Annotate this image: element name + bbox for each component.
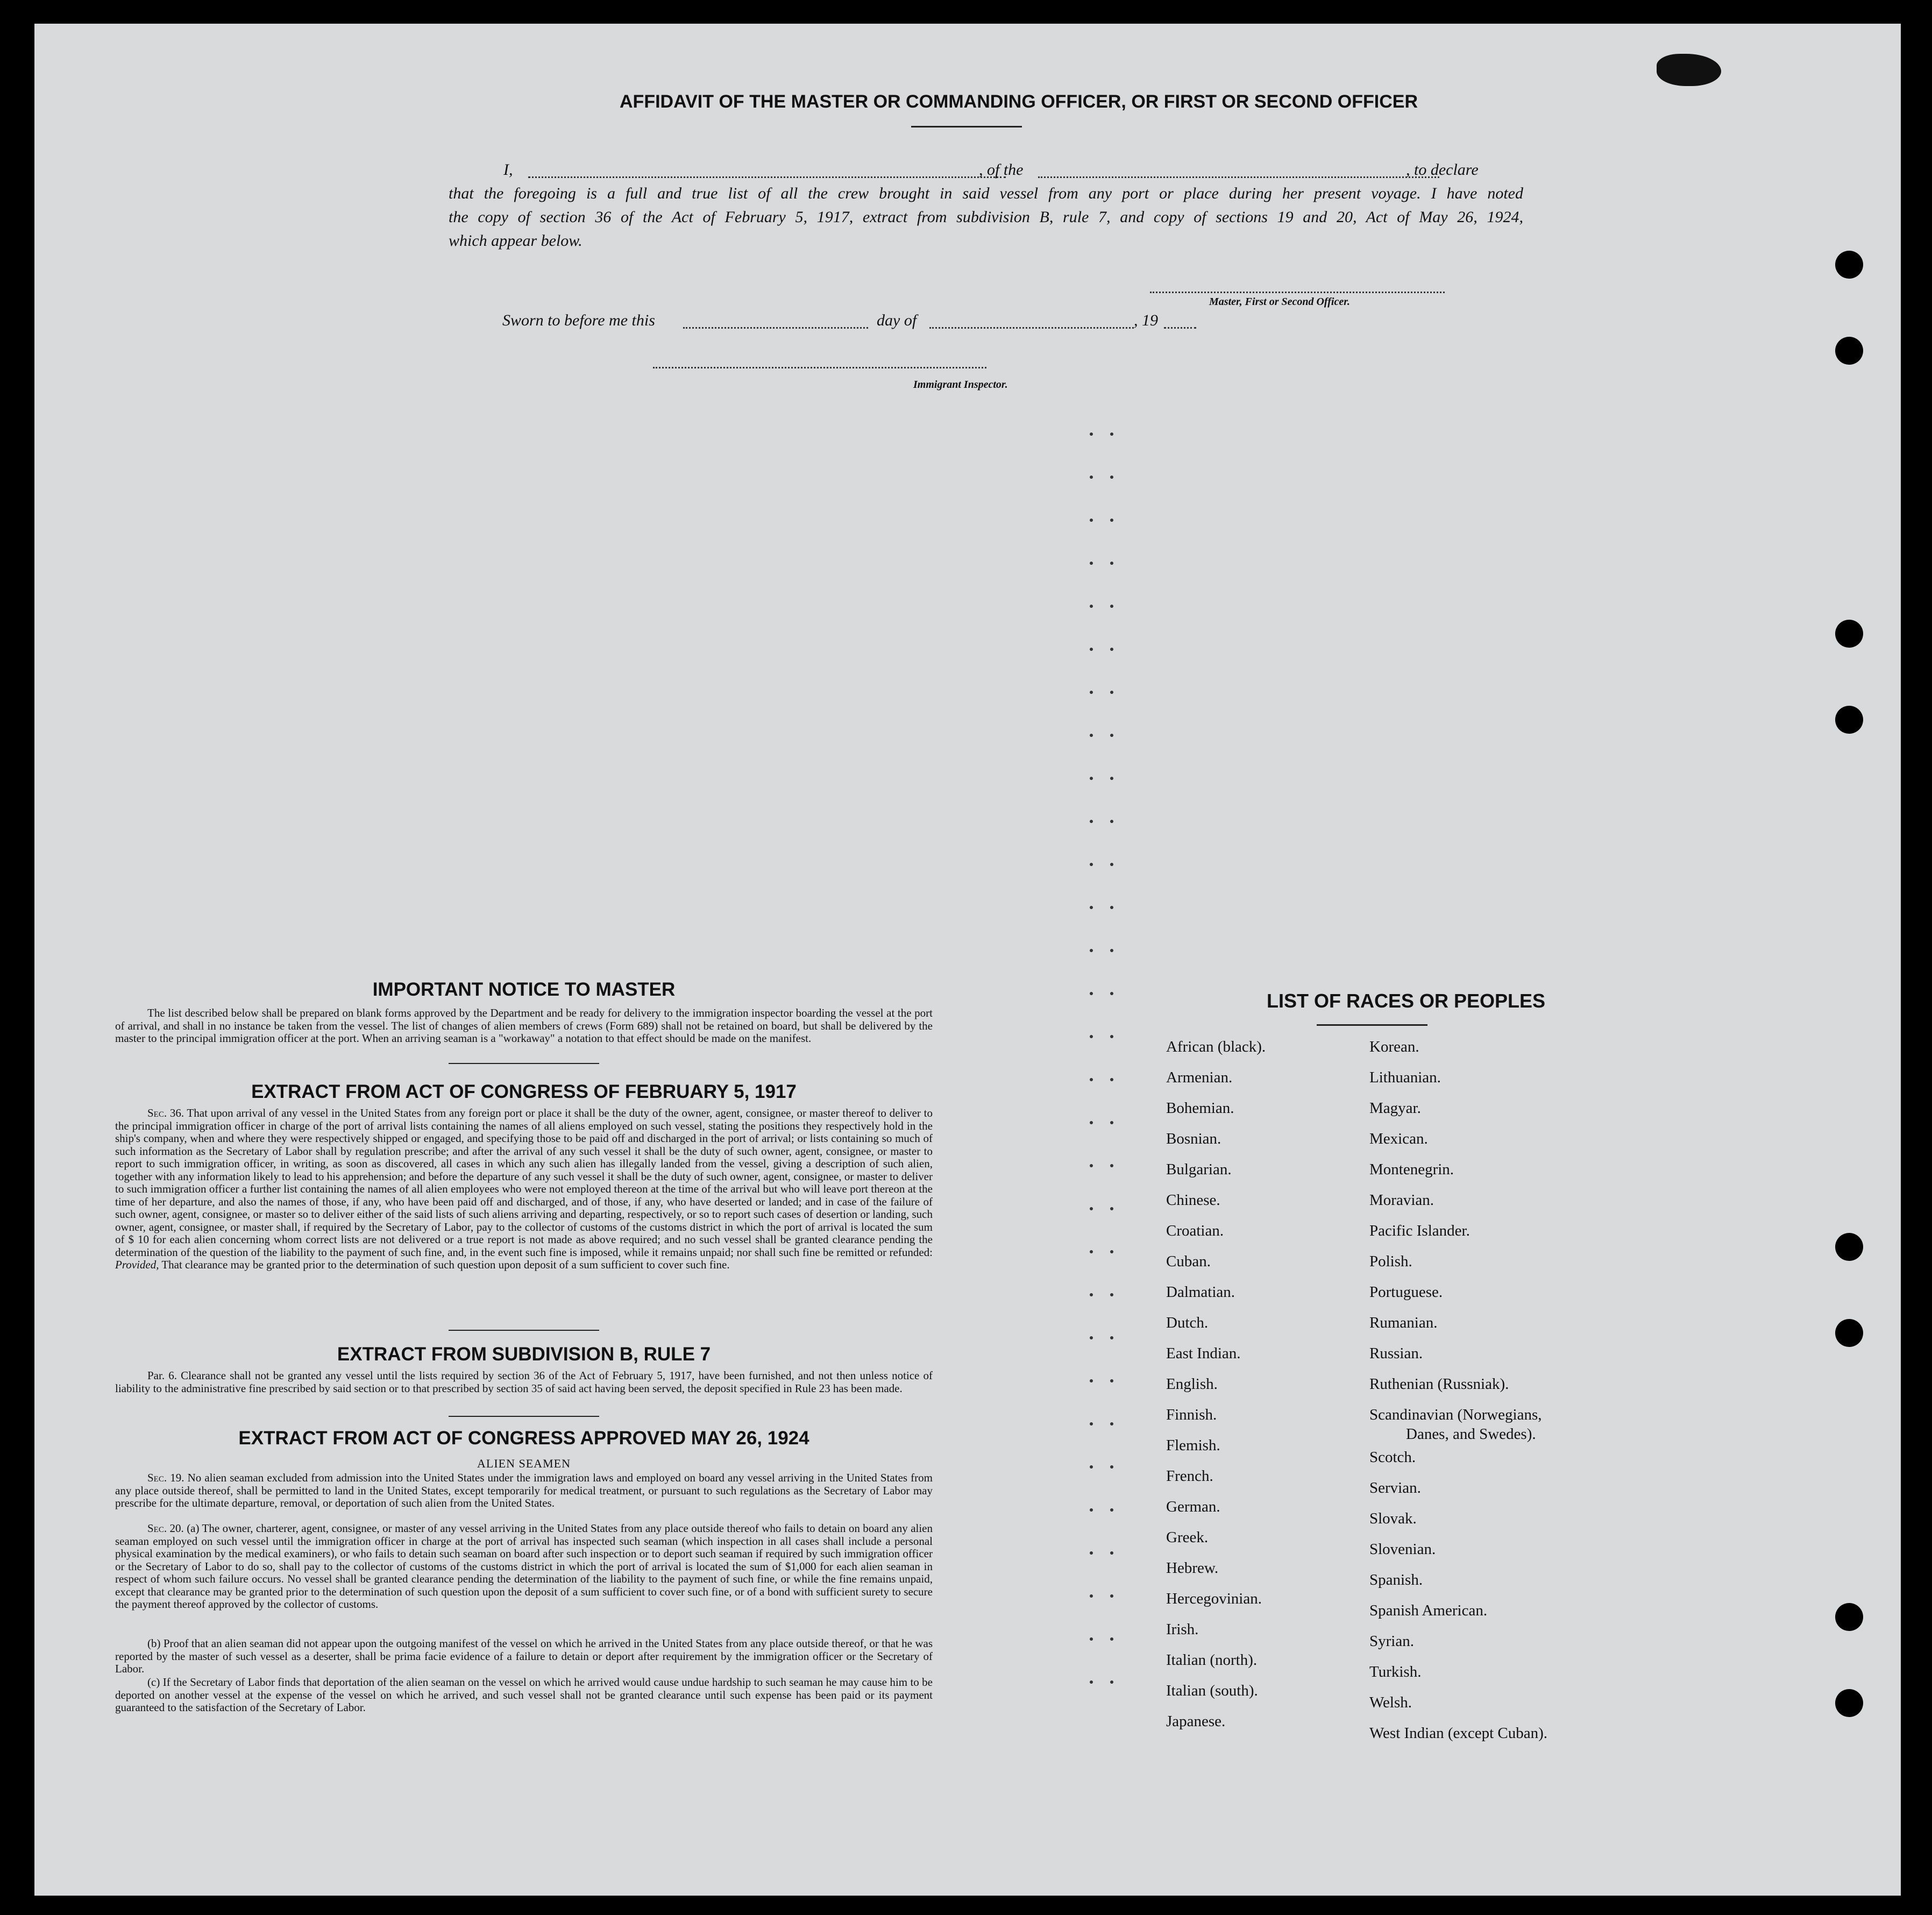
speck-mark [1090,734,1093,737]
race-item: Ruthenian (Russniak). [1369,1375,1509,1393]
races-title-rule [1317,1024,1427,1026]
speck-mark [1090,820,1093,823]
speck-mark [1090,1293,1093,1296]
race-item: Moravian. [1369,1191,1434,1209]
race-item: Mexican. [1369,1130,1428,1147]
sec-19-label: Sec. 19. [147,1471,184,1484]
race-item: Bulgarian. [1166,1161,1232,1178]
speck-mark [1090,1680,1093,1684]
speck-mark [1110,1637,1113,1641]
day-of-label: day of [877,311,917,329]
speck-mark [1090,1336,1093,1339]
speck-mark [1110,734,1113,737]
speck-mark [1090,1551,1093,1555]
speck-mark [1110,1336,1113,1339]
race-item: Bosnian. [1166,1130,1221,1147]
speck-mark [1110,562,1113,565]
race-item: Finnish. [1166,1406,1217,1423]
sec-36-label: Sec. 36. [147,1107,184,1119]
sworn-day-field[interactable] [683,327,868,329]
speck-mark [1090,691,1093,694]
race-item: Bohemian. [1166,1100,1234,1117]
race-item: East Indian. [1166,1345,1241,1362]
rule7-title: EXTRACT FROM SUBDIVISION B, RULE 7 [337,1344,711,1365]
document-page [34,24,1901,1896]
race-item: Korean. [1369,1038,1419,1055]
sec-36-text-end: That clearance may be granted prior to the determination of such question upon deposit of a sum sufficient to cover such fine. [161,1258,730,1271]
speck-mark [1110,1207,1113,1210]
race-item: English. [1166,1375,1218,1393]
sec-36-text: That upon arrival of any vessel in the United States from any foreign port or place it shall be the duty of the owner, agent, consignee, or master thereof to deliver to the principal immigration officer in charge of the port of arrival lists containing the names of all aliens employed on such vessel, stating the positions they respectively hold in the ship's company, when and where they were respectively shipped or engaged, and specifying those to be paid off and discharged in the port of arrival; or lists containing so much of such information as the Secretary of Labor shall by regulation prescribe; and after the arrival of any such vessel it shall be the duty of such owner, agent, consignee, or master to report to such immigration officer, in writing, as soon as discovered, all cases in which any such alien has illegally landed from the vessel, giving a description of such alien, together with any information likely to lead to his apprehension; and before the departure of any such vessel it shall be the duty of such owner, agent, consignee, or master to deliver to such immigration officer a further list containing the names of all alien employees who were not employed thereon at the time of the arrival but who will leave port thereon at the time of her departure, and also the names of those, if any, who have been paid off and discharged, and of those, if any, who have deserted or landed; and in case of the failure of such owner, agent, consignee, or master so to deliver either of the said lists of such aliens arriving and departing, respectively, or so to report such cases of desertion or landing, such owner, agent, consignee, or master shall, if required by the Secretary of Labor, pay to the collector of customs of the customs district in which the port of arrival is located the sum of $ 10 for each alien concerning whom correct lists are not delivered or a true report is not made as above required; and no such vessel shall be granted clearance pending the determination of the question of the liability to the payment of such fine, and, in the event such fine is imposed, while it remains unpaid; nor shall such fine be remitted or refunded: [115,1107,933,1259]
race-item: Magyar. [1369,1100,1421,1117]
speck-mark [1090,992,1093,995]
extract-1917-title: EXTRACT FROM ACT OF CONGRESS OF FEBRUARY 5, 1917 [251,1081,797,1102]
speck-mark [1090,1637,1093,1641]
inspector-signature-field[interactable] [653,367,986,368]
speck-mark [1090,906,1093,909]
race-item: Irish. [1166,1621,1199,1638]
race-item: Turkish. [1369,1663,1422,1680]
punch-hole [1835,1689,1863,1717]
speck-mark [1110,820,1113,823]
speck-mark [1110,1594,1113,1598]
affidavit-line-2: that the foregoing is a full and true list of all the crew brought in said vessel from any port or place during her present voyage. I have noted [449,185,1523,202]
extract-1917-text [115,1107,933,1272]
race-item: Dutch. [1166,1314,1209,1331]
sec-20b-text: (b) Proof that an alien seaman did not appear upon the outgoing manifest of the vessel on which he arrived in the United States from any place outside thereof, or that he was reported by the master of such vessel as a deserter, shall be prima facie evidence of a failure to detain or deport after requirement by the immigration officer or the Secretary of Labor. [115,1637,933,1675]
master-name-field[interactable] [528,176,1006,178]
speck-mark [1090,476,1093,479]
inspector-caption: Immigrant Inspector. [913,379,1008,391]
speck-mark [1090,1250,1093,1253]
races-title: LIST OF RACES OR PEOPLES [1266,990,1546,1012]
speck-mark [1110,1551,1113,1555]
race-item: Syrian. [1369,1633,1414,1650]
race-item: Polish. [1369,1253,1412,1270]
speck-mark [1110,1035,1113,1038]
punch-hole [1835,1233,1863,1261]
punch-hole [1835,706,1863,734]
punch-hole [1835,337,1863,365]
notice-title: IMPORTANT NOTICE TO MASTER [372,979,676,1000]
speck-mark [1110,1121,1113,1124]
provided-word: Provided, [115,1258,159,1271]
speck-mark [1110,519,1113,522]
sworn-year-field[interactable] [1164,327,1196,329]
speck-mark [1110,777,1113,780]
rule7-text: Par. 6. Clearance shall not be granted any vessel until the lists required by section 36 of the Act of February 5, 1917, have been furnished, and not then unless notice of liability to the administrative fine prescribed by said section or to that prescribed by section 35 of said act having been served, the deposit specified in Rule 23 has been made. [115,1369,933,1395]
year-label: , 19 [1134,311,1158,329]
race-item: Slovenian. [1369,1541,1436,1558]
notice-text: The list described below shall be prepared on blank forms approved by the Department and be ready for delivery to the immigration inspector boarding the vessel at the port of arrival, and shall in no instance be taken from the vessel. The list of changes of alien members of crews (Form 689) shall not be retained on board, but shall be delivered by the master to the principal immigration officer at the port. When an arriving seaman is a "workaway" a notation to that effect should be made on the manifest. [115,1006,933,1045]
race-scandinavian-continued: Danes, and Swedes). [1406,1425,1536,1443]
race-item: Scandinavian (Norwegians, [1369,1406,1542,1423]
rule7-rule [449,1416,599,1417]
speck-mark [1090,432,1093,436]
speck-mark [1090,1078,1093,1081]
extract-1924-title: EXTRACT FROM ACT OF CONGRESS APPROVED MAY 26, 1924 [238,1428,809,1449]
speck-mark [1090,1594,1093,1598]
sec-19-body: No alien seaman excluded from admission into the United States under the immigration laws and employed on board any vessel arriving in the United States from any place outside thereof, shall be permitted to land in the United States, except temporarily for medical treatment, or pursuant to such regulations as the Secretary of Labor may prescribe for the ultimate departure, removal, or deportation of such alien from the United States. [115,1471,933,1509]
race-item: Montenegrin. [1369,1161,1454,1178]
race-item: Hercegovinian. [1166,1590,1262,1607]
race-item: Armenian. [1166,1069,1233,1086]
race-item: Rumanian. [1369,1314,1438,1331]
race-item: Italian (south). [1166,1682,1258,1699]
speck-mark [1090,1379,1093,1382]
speck-mark [1090,1465,1093,1469]
speck-mark [1090,863,1093,866]
sec-20a-body: (a) The owner, charterer, agent, consignee, or master of any vessel arriving in the United States from any place outside thereof who fails to detain on board any alien seaman employed on such vessel until the immigration officer in charge at the port of arrival has inspected such seaman (which inspection in all cases shall include a personal physical examination by the medical examiners), or who fails to detain such seaman on board after such inspection or to deport such seaman if required by such immigration officer or the Secretary of Labor to do so, shall pay to the collector of customs of the customs district in which the port of arrival is located the sum of $1,000 for each alien seaman in respect of whom such failure occurs. No vessel shall be granted clearance pending the determination of the liability to the payment of such fine, or while the fine remains unpaid, except that clearance may be granted prior to the determination of such question upon the deposit of a sum sufficient to cover such fine, or of a bond with sufficient surety to secure the payment thereof approved by the collector of customs. [115,1522,933,1611]
sec-20-label: Sec. 20. [147,1522,184,1535]
speck-mark [1110,1422,1113,1425]
race-item: Chinese. [1166,1191,1220,1209]
master-signature-field[interactable] [1150,292,1445,293]
speck-mark [1110,1293,1113,1296]
race-item: German. [1166,1498,1220,1515]
race-item: Croatian. [1166,1222,1224,1239]
race-item: Greek. [1166,1529,1209,1546]
race-item: West Indian (except Cuban). [1369,1725,1548,1742]
affidavit-declare-label: , to declare [1406,161,1479,179]
speck-mark [1090,1508,1093,1512]
vessel-name-field[interactable] [1038,176,1439,178]
speck-mark [1110,648,1113,651]
speck-mark [1110,432,1113,436]
speck-mark [1110,1465,1113,1469]
speck-mark [1090,1035,1093,1038]
speck-mark [1110,476,1113,479]
race-item: Slovak. [1369,1510,1417,1527]
speck-mark [1110,1379,1113,1382]
race-item: Scotch. [1369,1449,1416,1466]
speck-mark [1090,949,1093,952]
sec-19-text [115,1472,933,1510]
punch-hole [1835,1319,1863,1347]
speck-mark [1110,605,1113,608]
speck-mark [1110,1508,1113,1512]
race-item: Servian. [1369,1479,1421,1496]
affidavit-line-3: the copy of section 36 of the Act of February 5, 1917, extract from subdivision B, rule 7, and copy of sections 19 and 20, Act of May 26, 1924, [449,208,1523,226]
speck-mark [1090,519,1093,522]
extract-1917-rule [449,1330,599,1331]
speck-mark [1090,1121,1093,1124]
race-item: Welsh. [1369,1694,1412,1711]
notice-rule [449,1063,599,1064]
punch-hole [1835,1603,1863,1631]
race-item: Lithuanian. [1369,1069,1441,1086]
speck-mark [1110,691,1113,694]
affidavit-title-rule [911,126,1022,127]
race-item: Portuguese. [1369,1283,1443,1301]
race-item: Spanish American. [1369,1602,1488,1619]
speck-mark [1110,1250,1113,1253]
punch-hole [1835,620,1863,648]
alien-seamen-subtitle: ALIEN SEAMEN [477,1457,571,1470]
speck-mark [1090,777,1093,780]
race-item: Spanish. [1369,1571,1423,1588]
speck-mark [1110,949,1113,952]
race-item: French. [1166,1467,1213,1485]
speck-mark [1110,906,1113,909]
sworn-month-field[interactable] [929,327,1134,329]
speck-mark [1110,863,1113,866]
speck-mark [1090,562,1093,565]
speck-mark [1110,1680,1113,1684]
speck-mark [1090,1422,1093,1425]
affidavit-line-4: which appear below. [449,232,583,250]
race-item: Hebrew. [1166,1559,1219,1577]
affidavit-i-label: I, [503,161,513,179]
speck-mark [1110,992,1113,995]
speck-mark [1110,1078,1113,1081]
race-item: Pacific Islander. [1369,1222,1470,1239]
race-item: Italian (north). [1166,1651,1258,1669]
race-item: Cuban. [1166,1253,1211,1270]
race-item: Japanese. [1166,1713,1226,1730]
speck-mark [1090,605,1093,608]
race-item: African (black). [1166,1038,1266,1055]
race-item: Dalmatian. [1166,1283,1235,1301]
sec-20a-text [115,1522,933,1611]
master-signature-caption: Master, First or Second Officer. [1209,296,1350,308]
affidavit-title: AFFIDAVIT OF THE MASTER OR COMMANDING OFFICER, OR FIRST OR SECOND OFFICER [620,91,1418,112]
sworn-label: Sworn to before me this [502,311,655,329]
punch-hole [1835,251,1863,279]
speck-mark [1090,1164,1093,1167]
speck-mark [1090,648,1093,651]
race-item: Flemish. [1166,1437,1220,1454]
speck-mark [1090,1207,1093,1210]
race-item: Russian. [1369,1345,1423,1362]
affidavit-of-the-label: , of the [979,161,1024,179]
sec-20c-text: (c) If the Secretary of Labor finds that deportation of the alien seaman on the vessel on which he arrived would cause undue hardship to such seaman he may cause him to be deported on another vessel at the expense of the vessel on which he arrived, and such vessel shall not be granted clearance until such expense has been paid or its payment guaranteed to the satisfaction of the Secretary of Labor. [115,1676,933,1714]
speck-mark [1110,1164,1113,1167]
